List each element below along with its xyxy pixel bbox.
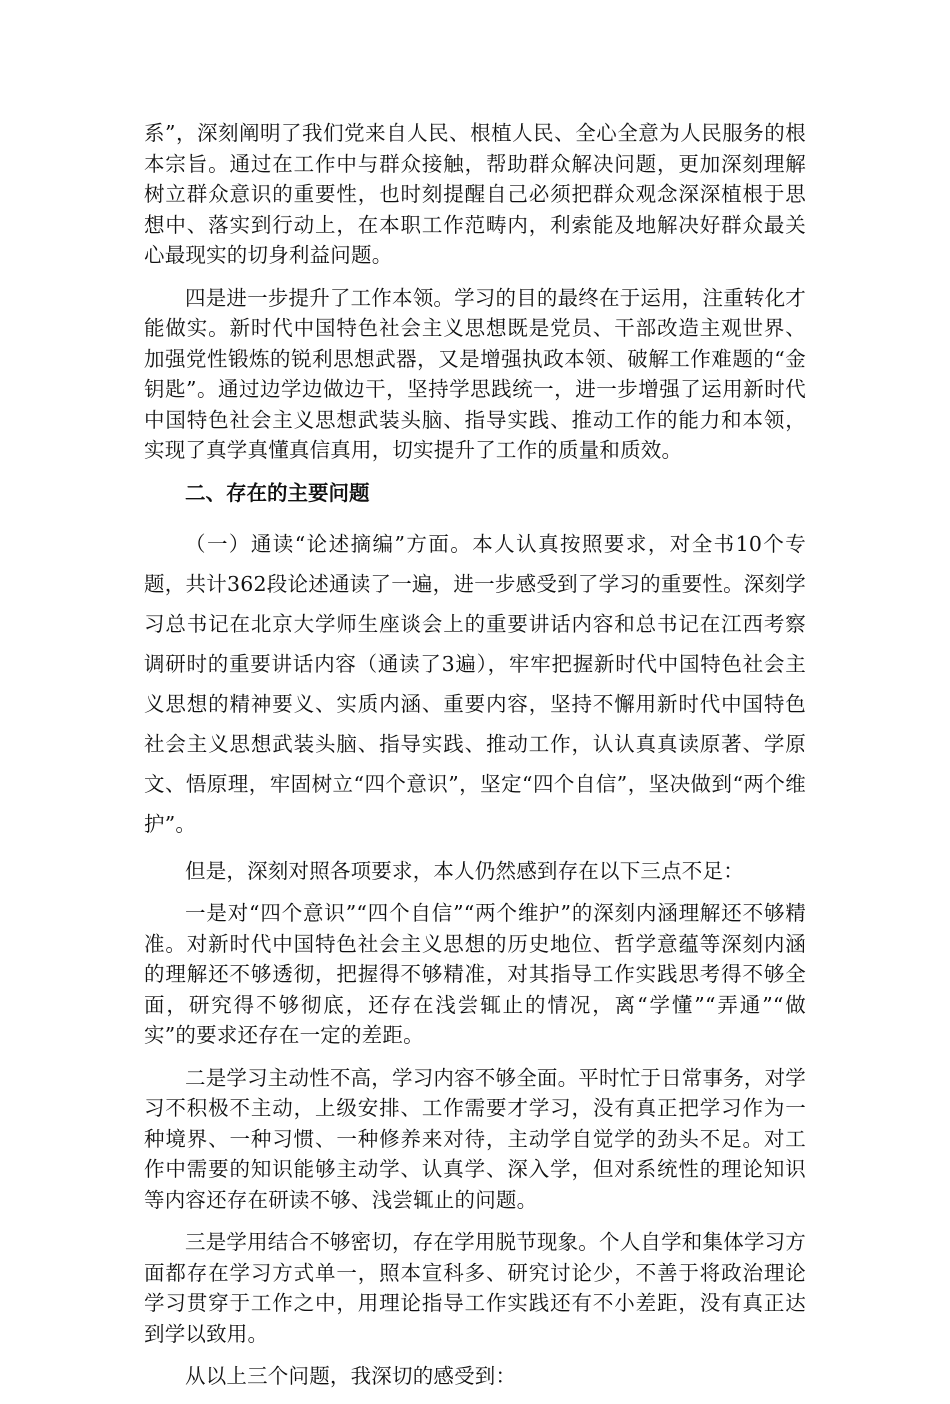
- paragraph-shortcomings-intro: 但是，深刻对照各项要求，本人仍然感到存在以下三点不足：: [185, 858, 744, 883]
- paragraph-continued: 系”，深刻阐明了我们党来自人民、根植人民、全心全意为人民服务的根本宗旨。通过在工作中与群众接触，帮助群众解决问题，更加深刻理解树立群众意识的重要性，也时刻提醒自己必须把群众观念深深植根于思想中、落实到行动上，在本职工作范畴内，利索能及地解决好群众最关心最现实的切身利益问题。: [144, 121, 806, 267]
- paragraph-shortcoming-three: 三是学用结合不够密切，存在学用脱节现象。个人自学和集体学习方面都存在学习方式单一，照本宣科多、研究讨论少，不善于将政治理论学习贯穿于工作之中，用理论指导工作实践还有不小差距，没有真正达到学以致用。: [144, 1230, 806, 1346]
- section-heading-main-problems: 二、存在的主要问题: [185, 480, 370, 505]
- paragraph-shortcoming-two: 二是学习主动性不高，学习内容不够全面。平时忙于日常事务，对学习不积极不主动，上级安排、工作需要才学习，没有真正把学习作为一种境界、一种习惯、一种修养来对待，主动学自觉学的劲头不足。对工作中需要的知识能够主动学、认真学、深入学，但对系统性的理论知识等内容还存在研读不够、浅尝辄止的问题。: [144, 1065, 806, 1212]
- paragraph-shortcoming-one: 一是对“四个意识”“四个自信”“两个维护”的深刻内涵理解还不够精准。对新时代中国特色社会主义思想的历史地位、哲学意蕴等深刻内涵的理解还不够透彻，把握得不够精准，对其指导工作实践思考得不够全面，研究得不够彻底，还存在浅尝辄止的情况，离“学懂”“弄通”“做实”的要求还存在一定的差距。: [144, 901, 806, 1047]
- paragraph-conclusion-lead: 从以上三个问题，我深切的感受到：: [185, 1364, 517, 1388]
- paragraph-reading-compilation: （一）通读“论述摘编”方面。本人认真按照要求，对全书10个专题，共计362段论述通读了一遍，进一步感受到了学习的重要性。深刻学习总书记在北京大学师生座谈会上的重要讲话内容和总书记在江西考察调研时的重要讲话内容（通读了3遍），牢牢把握新时代中国特色社会主义思想的精神要义、实质内涵、重要内容，坚持不懈用新时代中国特色社会主义思想武装头脑、指导实践、推动工作，认认真真读原著、学原文、悟原理，牢固树立“四个意识”，坚定“四个自信”，坚决做到“两个维护”。: [144, 531, 806, 836]
- paragraph-work-skills: 四是进一步提升了工作本领。学习的目的最终在于运用，注重转化才能做实。新时代中国特色社会主义思想既是党员、干部改造主观世界、加强党性锻炼的锐利思想武器，又是增强执政本领、破解工作难题的“金钥匙”。通过边学边做边干，坚持学思践统一，进一步增强了运用新时代中国特色社会主义思想武装头脑、指导实践、推动工作的能力和本领，实现了真学真懂真信真用，切实提升了工作的质量和质效。: [144, 285, 806, 462]
- document-page: [144, 118, 806, 1404]
